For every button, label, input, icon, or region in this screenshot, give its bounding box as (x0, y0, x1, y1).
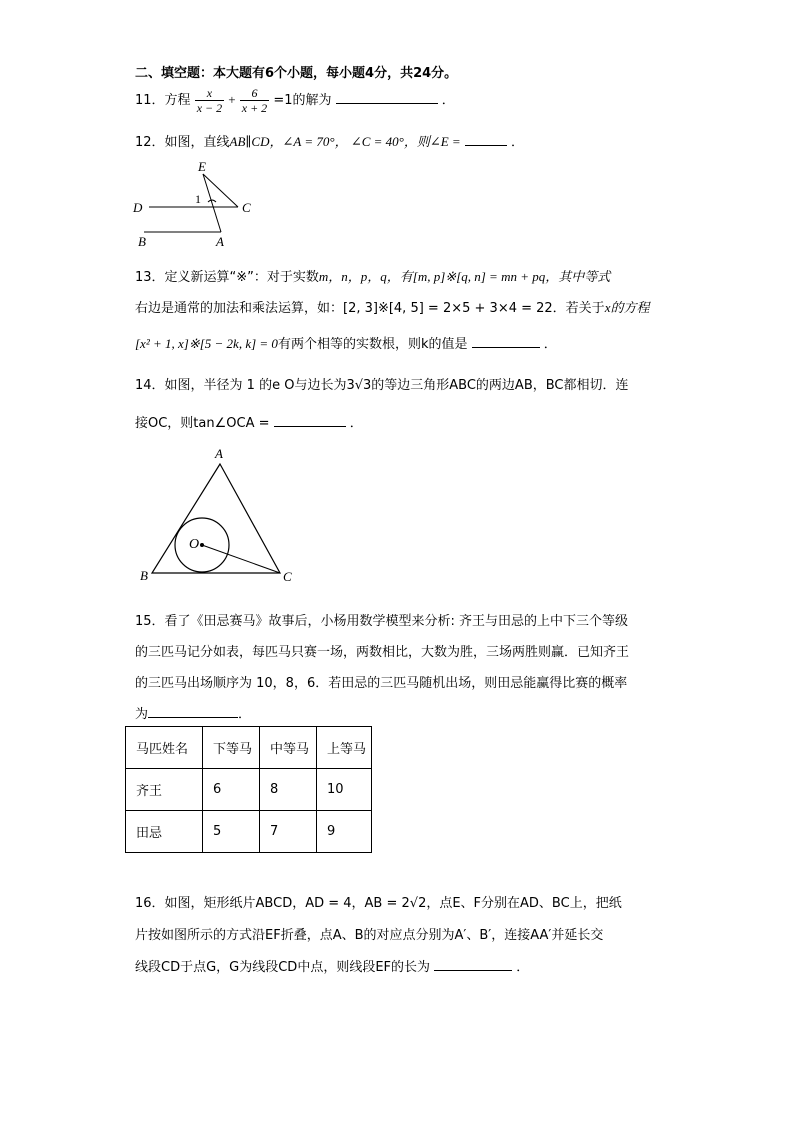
question-16-line-2: 片按如图所示的方式沿EF折叠，点A、B的对应点分别为A′、B′，连接AA′并延长交 (135, 928, 604, 943)
question-16-line-1: 16．如图，矩形纸片ABCD，AD = 4，AB = 2√2，点E、F分别在AD、BC上，把纸 (135, 896, 622, 911)
q11-frac2-denominator: x + 2 (241, 101, 268, 115)
q11-frac1-numerator: x (195, 86, 224, 101)
question-11 (135, 86, 455, 115)
q13-equation: [x² + 1, x]※[5 − 2k, k] = 0 (135, 336, 278, 351)
label-e: E (198, 159, 206, 174)
q11-prefix: 11．方程 (135, 93, 191, 108)
label-b: B (138, 234, 146, 249)
question-15-line-1: 15．看了《田忌赛马》故事后，小杨用数学模型来分析: 齐王与田忌的上中下三个等级 (135, 614, 629, 629)
question-15-line-2: 的三匹马记分如表，每匹马只赛一场，两数相比，大数为胜，三场两胜则赢．已知齐王 (135, 645, 630, 660)
q14-end: ． (349, 416, 363, 431)
q12-figure (128, 158, 268, 253)
q12-answer-blank[interactable] (465, 132, 507, 146)
q12-text: 12．如图，直线 (135, 135, 230, 150)
label-a: A (215, 446, 223, 461)
q11-answer-blank[interactable] (336, 90, 438, 104)
q14-text: 接OC，则tan∠OCA = (135, 416, 270, 431)
question-13-line-3 (135, 333, 557, 352)
q13-text-3: x的方程 (604, 300, 650, 315)
question-15-line-4 (135, 703, 251, 722)
q16-end: ． (516, 960, 530, 975)
q15-end: ． (238, 707, 252, 722)
q14-answer-blank[interactable] (274, 413, 346, 427)
q15-text: 为 (135, 707, 149, 722)
q11-frac2-numerator: 6 (240, 86, 269, 101)
q13-text-2: 右边是通常的加法和乘法运算，如：[2, 3]※[4, 5] = 2×5 + 3×4 = 22．若关于 (135, 301, 605, 316)
header-cell: 中等马 (260, 727, 317, 769)
table-cell: 6 (203, 769, 260, 811)
label-d: D (133, 200, 143, 215)
table-row (126, 811, 372, 853)
question-15-line-3: 的三匹马出场顺序为 10，8，6．若田忌的三匹马随机出场，则田忌能赢得比赛的概率 (135, 676, 628, 691)
question-12 (135, 131, 524, 150)
label-a: A (216, 234, 224, 249)
table-cell: 7 (260, 811, 317, 853)
question-13-line-1 (135, 266, 610, 285)
triangle-abc (152, 464, 280, 573)
q11-rhs: =1的解为 (273, 93, 332, 108)
table-cell: 8 (260, 769, 317, 811)
q16-text: 线段CD于点G，G为线段CD中点，则线段EF的长为 (135, 960, 431, 975)
table-cell: 田忌 (126, 811, 203, 853)
header-cell: 下等马 (203, 727, 260, 769)
table-cell: 齐王 (126, 769, 203, 811)
table-cell: 10 (317, 769, 372, 811)
q11-plus: + (228, 92, 236, 107)
q11-end: ． (441, 93, 455, 108)
section-heading: 二、填空题：本大题有6个小题，每小题4分，共24分。 (135, 66, 458, 81)
table-header-row (126, 727, 372, 769)
q13-text-1: 13．定义新运算“※”：对于实数 (135, 270, 319, 285)
question-14-line-2 (135, 412, 363, 431)
q15-answer-blank[interactable] (148, 704, 238, 718)
q13-text-4: 有两个相等的实数根，则k的值是 (277, 337, 468, 352)
label-angle-1: 1 (195, 192, 201, 206)
header-cell: 上等马 (317, 727, 372, 769)
q13-answer-blank[interactable] (472, 334, 540, 348)
q11-fraction-2 (240, 86, 269, 115)
label-o: O (189, 537, 200, 552)
label-c: C (283, 569, 292, 584)
q11-fraction-1 (195, 86, 224, 115)
q12-end: ． (511, 135, 525, 150)
q16-answer-blank[interactable] (434, 957, 512, 971)
score-table (125, 726, 372, 853)
q11-frac1-denominator: x − 2 (196, 101, 223, 115)
q14-figure (135, 444, 305, 586)
question-13-line-2 (135, 297, 649, 316)
question-14-line-1: 14．如图，半径为 1 的e O与边长为3√3的等边三角形ABC的两边AB，BC都相切．连 (135, 378, 629, 393)
table-cell: 9 (317, 811, 372, 853)
q12-condition: AB∥CD，∠A = 70°， ∠C = 40°，则∠E = (229, 134, 461, 149)
header-cell: 马匹姓名 (126, 727, 203, 769)
table-cell: 5 (203, 811, 260, 853)
table-row (126, 769, 372, 811)
q13-end: ． (543, 337, 557, 352)
label-c: C (242, 200, 251, 215)
q13-expression-1: m，n，p，q，有[m, p]※[q, n] = mn + pq，其中等式 (318, 269, 611, 284)
label-b: B (140, 568, 148, 583)
question-16-line-3 (135, 956, 529, 975)
